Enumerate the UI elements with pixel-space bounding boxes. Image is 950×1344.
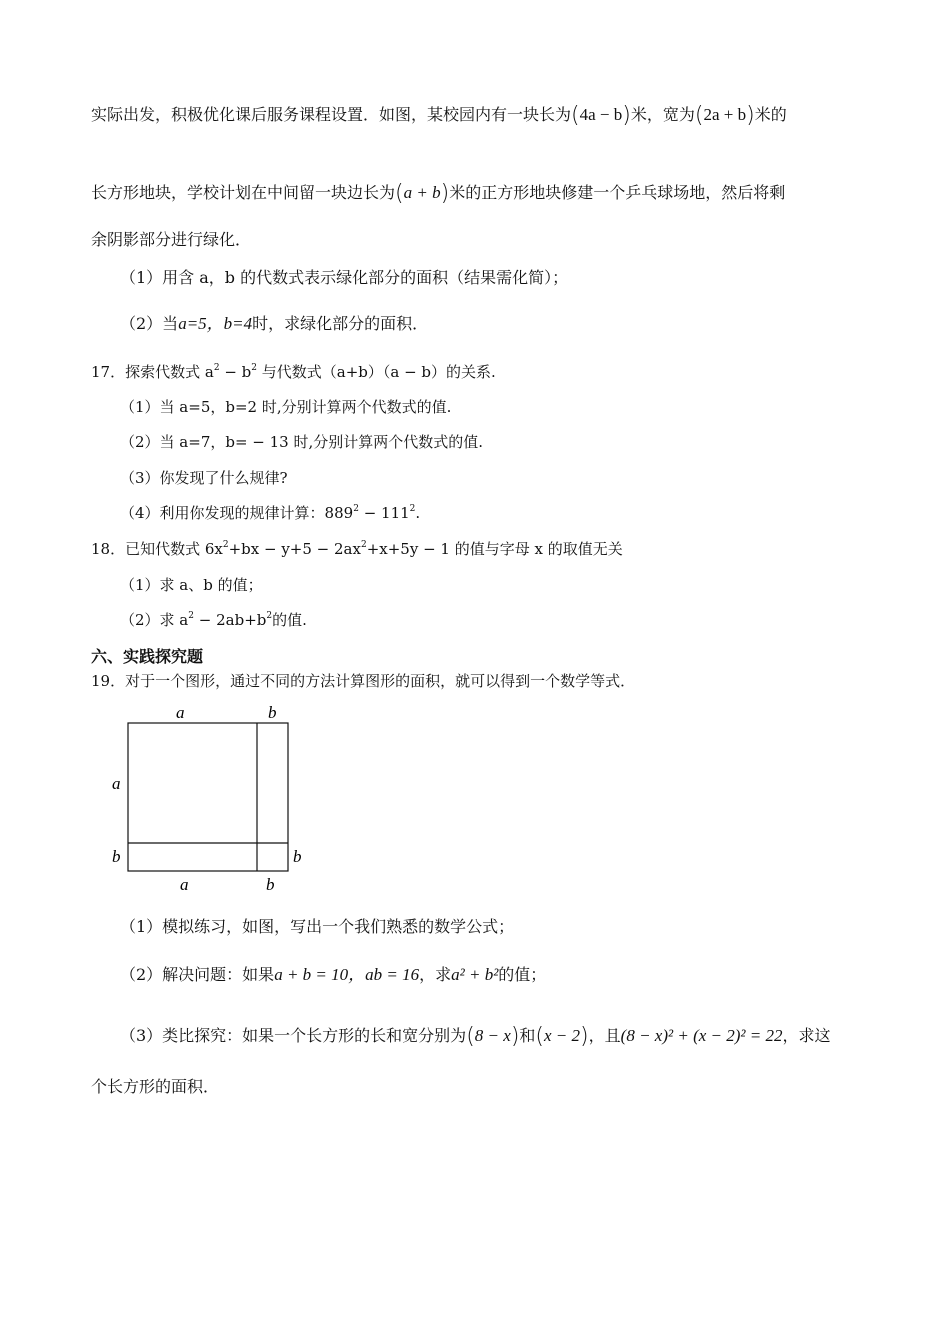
p17-title (91, 362, 496, 382)
label-left-a: a (112, 774, 121, 793)
p17-title-mid1: − b (219, 363, 252, 381)
p19-title: 19．对于一个图形，通过不同的方法计算图形的面积，就可以得到一个数学等式． (91, 672, 636, 690)
superscript: 2 (188, 611, 194, 621)
p16-q2-pre: （2）当 (120, 314, 179, 333)
outer-square (128, 723, 288, 871)
label-top-b: b (268, 703, 277, 722)
p18-q2-post: 的值. (272, 611, 307, 629)
p19-q3-post: ，求这 (782, 1026, 831, 1045)
p19-q1: （1）模拟练习，如图，写出一个我们熟悉的数学公式； (120, 917, 515, 936)
p19-q3 (120, 1026, 831, 1047)
p19-q3-length: 8 − x (474, 1026, 511, 1045)
superscript: 2 (213, 363, 220, 373)
section-heading: 六、实践探究题 (91, 647, 204, 666)
p19-q3-line2: 个长方形的面积． (91, 1077, 220, 1096)
p16-q2-post: 时，求绿化部分的面积． (252, 314, 429, 333)
p16-line2 (91, 183, 785, 204)
p16-line3: 余阴影部分进行绿化． (91, 230, 252, 249)
paren-close: ) (510, 1024, 520, 1049)
p19-q2-condition: a + b = 10，ab = 16 (274, 965, 420, 984)
p19-q2-pre: （2）解决问题：如果 (120, 965, 275, 984)
p16-q2 (120, 314, 428, 334)
paren-close: ) (580, 1024, 589, 1049)
superscript: 2 (409, 504, 416, 514)
p16-line2-text: 长方形地块，学校计划在中间留一块边长为 (91, 183, 396, 202)
label-left-b: b (112, 847, 121, 866)
label-bottom-b: b (266, 875, 275, 894)
p17-q4-pre: （4）利用你发现的规律计算：889 (120, 504, 354, 522)
paren-close: ) (440, 181, 450, 206)
p19-q3-mid: ，且 (588, 1026, 621, 1045)
p18-q2-pre: （2）求 a (120, 611, 189, 629)
superscript: 2 (353, 504, 359, 514)
square-figure (100, 700, 320, 900)
length-expression: 4a − b (579, 105, 623, 124)
p16-line2-post: 米的正方形地块修建一个乒乓球场地，然后将剩 (449, 183, 786, 202)
label-right-b: b (293, 847, 302, 866)
p19-q2-post: 的值； (498, 965, 547, 984)
p17-q4 (120, 503, 420, 523)
label-top-a: a (176, 703, 185, 722)
p19-q2-target: a² + b² (451, 965, 499, 984)
p17-q2: （2）当 a=7，b= − 13 时,分别计算两个代数式的值. (120, 433, 484, 451)
p18-q1: （1）求 a、b 的值； (120, 576, 263, 594)
p18-title (91, 539, 623, 559)
p19-q3-equation: (8 − x)² + (x − 2)² = 22 (620, 1026, 783, 1045)
superscript: 2 (251, 363, 257, 373)
p16-line1-text: 实际出发，积极优化课后服务课程设置．如图，某校园内有一块长为 (91, 105, 572, 124)
p18-title-pre: 18．已知代数式 6x (91, 540, 223, 558)
p17-q4-post: . (415, 504, 421, 522)
superscript: 2 (360, 540, 367, 550)
paren-open: ( (571, 103, 580, 128)
p18-q2-mid: − 2ab+b (194, 611, 267, 629)
superscript: 2 (222, 540, 229, 550)
p17-q4-mid: − 111 (358, 504, 410, 522)
width-expression: 2a + b (703, 105, 747, 124)
p16-q2-expression: a=5，b=4 (178, 314, 253, 333)
p17-title-mid2: 与代数式（a+b）（a − b）的关系. (257, 363, 496, 381)
p19-q3-width: x − 2 (544, 1026, 581, 1045)
p19-q2-mid: ，求 (419, 965, 452, 984)
label-bottom-a: a (180, 875, 189, 894)
superscript: 2 (266, 611, 273, 621)
p18-title-post: +x+5y − 1 的值与字母 x 的取值无关 (366, 540, 623, 558)
paren-close: ) (622, 103, 631, 128)
p17-q3: （3）你发现了什么规律? (120, 469, 288, 487)
paren-open: ( (535, 1024, 545, 1049)
p16-line1-post: 米的 (754, 105, 787, 124)
p19-q3-pre: （3）类比探究：如果一个长方形的长和宽分别为 (120, 1026, 467, 1045)
p16-line1-mid: 米，宽为 (630, 105, 695, 124)
p16-line1 (91, 105, 787, 126)
paren-open: ( (694, 103, 704, 128)
side-expression: a + b (403, 183, 441, 202)
p17-title-pre: 17．探索代数式 a (91, 363, 214, 381)
p18-title-mid1: +bx − y+5 − 2ax (228, 540, 361, 558)
paren-open: ( (395, 181, 404, 206)
p17-q1: （1）当 a=5，b=2 时,分别计算两个代数式的值. (120, 398, 452, 416)
paren-close: ) (746, 103, 755, 128)
p16-q1: （1）用含 a，b 的代数式表示绿化部分的面积（结果需化简）； (120, 268, 569, 287)
p19-q2 (120, 965, 546, 985)
p18-q2 (120, 610, 307, 630)
paren-open: ( (466, 1024, 475, 1049)
p19-q3-and: 和 (519, 1026, 536, 1045)
